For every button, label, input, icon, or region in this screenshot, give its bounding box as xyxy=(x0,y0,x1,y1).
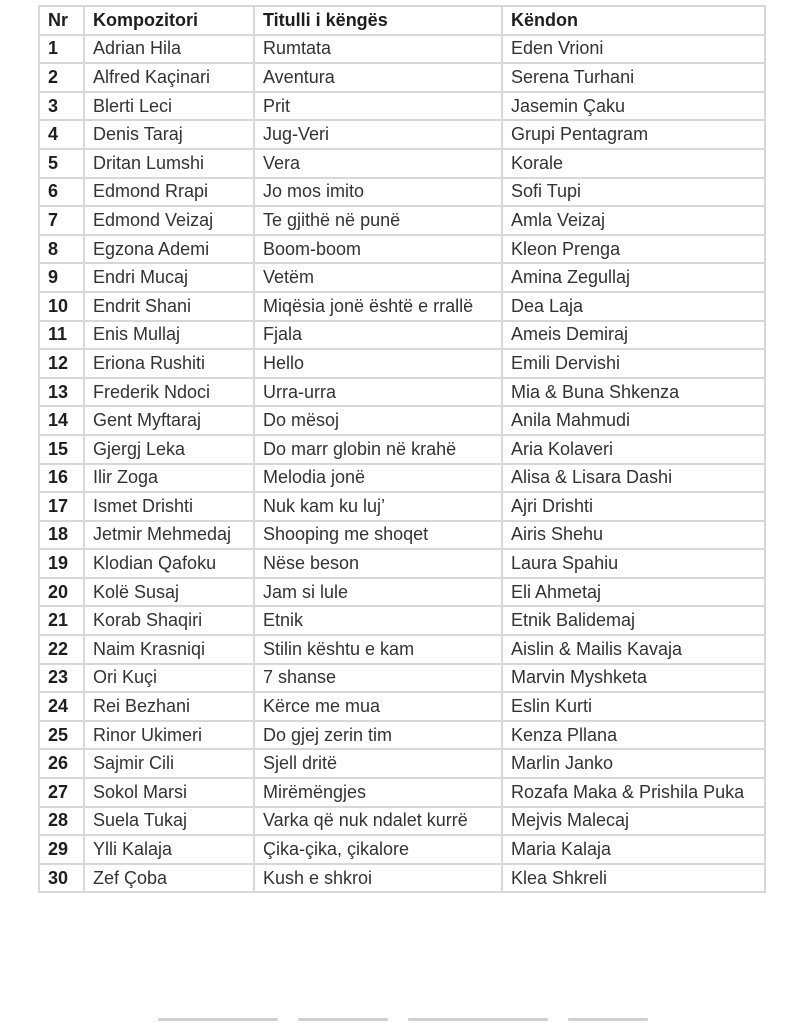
song-title-cell: Melodia jonë xyxy=(254,464,502,493)
singer-cell: Alisa & Lisara Dashi xyxy=(502,464,765,493)
row-number: 22 xyxy=(39,635,84,664)
singer-cell: Korale xyxy=(502,149,765,178)
composer-cell: Denis Taraj xyxy=(84,120,254,149)
composer-cell: Blerti Leci xyxy=(84,92,254,121)
table-row xyxy=(39,206,765,235)
singer-cell: Aislin & Mailis Kavaja xyxy=(502,635,765,664)
song-title-cell: Çika-çika, çikalore xyxy=(254,835,502,864)
composer-cell: Gjergj Leka xyxy=(84,435,254,464)
row-number: 6 xyxy=(39,178,84,207)
header-nr: Nr xyxy=(39,6,84,35)
table-row xyxy=(39,149,765,178)
row-number: 2 xyxy=(39,63,84,92)
composer-cell: Ismet Drishti xyxy=(84,492,254,521)
song-title-cell: Kush e shkroi xyxy=(254,864,502,893)
song-title-cell: Aventura xyxy=(254,63,502,92)
composer-cell: Ilir Zoga xyxy=(84,464,254,493)
singer-cell: Ajri Drishti xyxy=(502,492,765,521)
song-title-cell: Nuk kam ku luj’ xyxy=(254,492,502,521)
header-row xyxy=(39,6,765,35)
song-title-cell: Etnik xyxy=(254,606,502,635)
singer-cell: Emili Dervishi xyxy=(502,349,765,378)
song-title-cell: Vera xyxy=(254,149,502,178)
composer-cell: Rei Bezhani xyxy=(84,692,254,721)
table-row xyxy=(39,606,765,635)
composer-cell: Naim Krasniqi xyxy=(84,635,254,664)
composer-cell: Edmond Rrapi xyxy=(84,178,254,207)
table-row xyxy=(39,521,765,550)
table-row xyxy=(39,178,765,207)
song-title-cell: 7 shanse xyxy=(254,664,502,693)
header-singer: Këndon xyxy=(502,6,765,35)
song-title-cell: Shooping me shoqet xyxy=(254,521,502,550)
composer-cell: Kolë Susaj xyxy=(84,578,254,607)
composer-cell: Sajmir Cili xyxy=(84,749,254,778)
song-title-cell: Nëse beson xyxy=(254,549,502,578)
singer-cell: Dea Laja xyxy=(502,292,765,321)
song-title-cell: Te gjithë në punë xyxy=(254,206,502,235)
row-number: 28 xyxy=(39,807,84,836)
singer-cell: Ameis Demiraj xyxy=(502,321,765,350)
table-row xyxy=(39,807,765,836)
row-number: 5 xyxy=(39,149,84,178)
composer-cell: Frederik Ndoci xyxy=(84,378,254,407)
row-number: 18 xyxy=(39,521,84,550)
singer-cell: Aria Kolaveri xyxy=(502,435,765,464)
composer-cell: Edmond Veizaj xyxy=(84,206,254,235)
row-number: 14 xyxy=(39,406,84,435)
song-title-cell: Mirëmëngjes xyxy=(254,778,502,807)
composer-cell: Sokol Marsi xyxy=(84,778,254,807)
singer-cell: Maria Kalaja xyxy=(502,835,765,864)
table-row xyxy=(39,435,765,464)
song-title-cell: Miqësia jonë është e rrallë xyxy=(254,292,502,321)
song-title-cell: Varka që nuk ndalet kurrë xyxy=(254,807,502,836)
composer-cell: Suela Tukaj xyxy=(84,807,254,836)
table-row xyxy=(39,778,765,807)
song-title-cell: Vetëm xyxy=(254,263,502,292)
row-number: 8 xyxy=(39,235,84,264)
table-row xyxy=(39,464,765,493)
singer-cell: Mejvis Malecaj xyxy=(502,807,765,836)
singer-cell: Amina Zegullaj xyxy=(502,263,765,292)
song-title-cell: Do gjej zerin tim xyxy=(254,721,502,750)
table-row xyxy=(39,235,765,264)
row-number: 27 xyxy=(39,778,84,807)
song-title-cell: Jam si lule xyxy=(254,578,502,607)
table-row xyxy=(39,35,765,64)
singer-cell: Rozafa Maka & Prishila Puka xyxy=(502,778,765,807)
table-row xyxy=(39,721,765,750)
table-row xyxy=(39,749,765,778)
row-number: 29 xyxy=(39,835,84,864)
table-row xyxy=(39,92,765,121)
singer-cell: Etnik Balidemaj xyxy=(502,606,765,635)
row-number: 23 xyxy=(39,664,84,693)
row-number: 16 xyxy=(39,464,84,493)
singer-cell: Laura Spahiu xyxy=(502,549,765,578)
table-row xyxy=(39,578,765,607)
singer-cell: Anila Mahmudi xyxy=(502,406,765,435)
table-row xyxy=(39,692,765,721)
composer-cell: Ylli Kalaja xyxy=(84,835,254,864)
song-title-cell: Do marr globin në krahë xyxy=(254,435,502,464)
table-row xyxy=(39,292,765,321)
song-title-cell: Rumtata xyxy=(254,35,502,64)
singer-cell: Amla Veizaj xyxy=(502,206,765,235)
row-number: 17 xyxy=(39,492,84,521)
singer-cell: Eli Ahmetaj xyxy=(502,578,765,607)
singer-cell: Airis Shehu xyxy=(502,521,765,550)
cropped-text-remnant xyxy=(38,1016,764,1023)
row-number: 30 xyxy=(39,864,84,893)
singer-cell: Marvin Myshketa xyxy=(502,664,765,693)
row-number: 26 xyxy=(39,749,84,778)
table-row xyxy=(39,406,765,435)
song-table xyxy=(38,5,766,893)
composer-cell: Ori Kuçi xyxy=(84,664,254,693)
song-title-cell: Boom-boom xyxy=(254,235,502,264)
row-number: 13 xyxy=(39,378,84,407)
table-body xyxy=(39,35,765,893)
table-row xyxy=(39,549,765,578)
row-number: 15 xyxy=(39,435,84,464)
singer-cell: Jasemin Çaku xyxy=(502,92,765,121)
song-table-container xyxy=(38,5,764,893)
header-composer: Kompozitori xyxy=(84,6,254,35)
composer-cell: Gent Myftaraj xyxy=(84,406,254,435)
composer-cell: Enis Mullaj xyxy=(84,321,254,350)
song-title-cell: Jug-Veri xyxy=(254,120,502,149)
singer-cell: Mia & Buna Shkenza xyxy=(502,378,765,407)
table-row xyxy=(39,864,765,893)
singer-cell: Eden Vrioni xyxy=(502,35,765,64)
song-title-cell: Hello xyxy=(254,349,502,378)
row-number: 1 xyxy=(39,35,84,64)
row-number: 19 xyxy=(39,549,84,578)
row-number: 24 xyxy=(39,692,84,721)
singer-cell: Kenza Pllana xyxy=(502,721,765,750)
table-row xyxy=(39,835,765,864)
song-title-cell: Jo mos imito xyxy=(254,178,502,207)
singer-cell: Sofi Tupi xyxy=(502,178,765,207)
table-row xyxy=(39,263,765,292)
singer-cell: Marlin Janko xyxy=(502,749,765,778)
row-number: 20 xyxy=(39,578,84,607)
table-row xyxy=(39,635,765,664)
row-number: 7 xyxy=(39,206,84,235)
row-number: 4 xyxy=(39,120,84,149)
composer-cell: Rinor Ukimeri xyxy=(84,721,254,750)
composer-cell: Korab Shaqiri xyxy=(84,606,254,635)
table-row xyxy=(39,321,765,350)
composer-cell: Alfred Kaçinari xyxy=(84,63,254,92)
song-title-cell: Urra-urra xyxy=(254,378,502,407)
row-number: 21 xyxy=(39,606,84,635)
composer-cell: Klodian Qafoku xyxy=(84,549,254,578)
table-row xyxy=(39,378,765,407)
table-row xyxy=(39,664,765,693)
table-row xyxy=(39,492,765,521)
song-title-cell: Sjell dritë xyxy=(254,749,502,778)
row-number: 25 xyxy=(39,721,84,750)
composer-cell: Adrian Hila xyxy=(84,35,254,64)
composer-cell: Zef Çoba xyxy=(84,864,254,893)
row-number: 11 xyxy=(39,321,84,350)
song-title-cell: Fjala xyxy=(254,321,502,350)
header-song-title: Titulli i këngës xyxy=(254,6,502,35)
table-row xyxy=(39,63,765,92)
song-title-cell: Prit xyxy=(254,92,502,121)
composer-cell: Jetmir Mehmedaj xyxy=(84,521,254,550)
composer-cell: Dritan Lumshi xyxy=(84,149,254,178)
composer-cell: Endrit Shani xyxy=(84,292,254,321)
singer-cell: Eslin Kurti xyxy=(502,692,765,721)
table-row xyxy=(39,120,765,149)
singer-cell: Grupi Pentagram xyxy=(502,120,765,149)
table-header xyxy=(39,6,765,35)
song-title-cell: Do mësoj xyxy=(254,406,502,435)
composer-cell: Egzona Ademi xyxy=(84,235,254,264)
row-number: 10 xyxy=(39,292,84,321)
singer-cell: Serena Turhani xyxy=(502,63,765,92)
row-number: 9 xyxy=(39,263,84,292)
composer-cell: Endri Mucaj xyxy=(84,263,254,292)
singer-cell: Klea Shkreli xyxy=(502,864,765,893)
table-row xyxy=(39,349,765,378)
row-number: 3 xyxy=(39,92,84,121)
song-title-cell: Stilin kështu e kam xyxy=(254,635,502,664)
row-number: 12 xyxy=(39,349,84,378)
song-title-cell: Kërce me mua xyxy=(254,692,502,721)
singer-cell: Kleon Prenga xyxy=(502,235,765,264)
composer-cell: Eriona Rushiti xyxy=(84,349,254,378)
